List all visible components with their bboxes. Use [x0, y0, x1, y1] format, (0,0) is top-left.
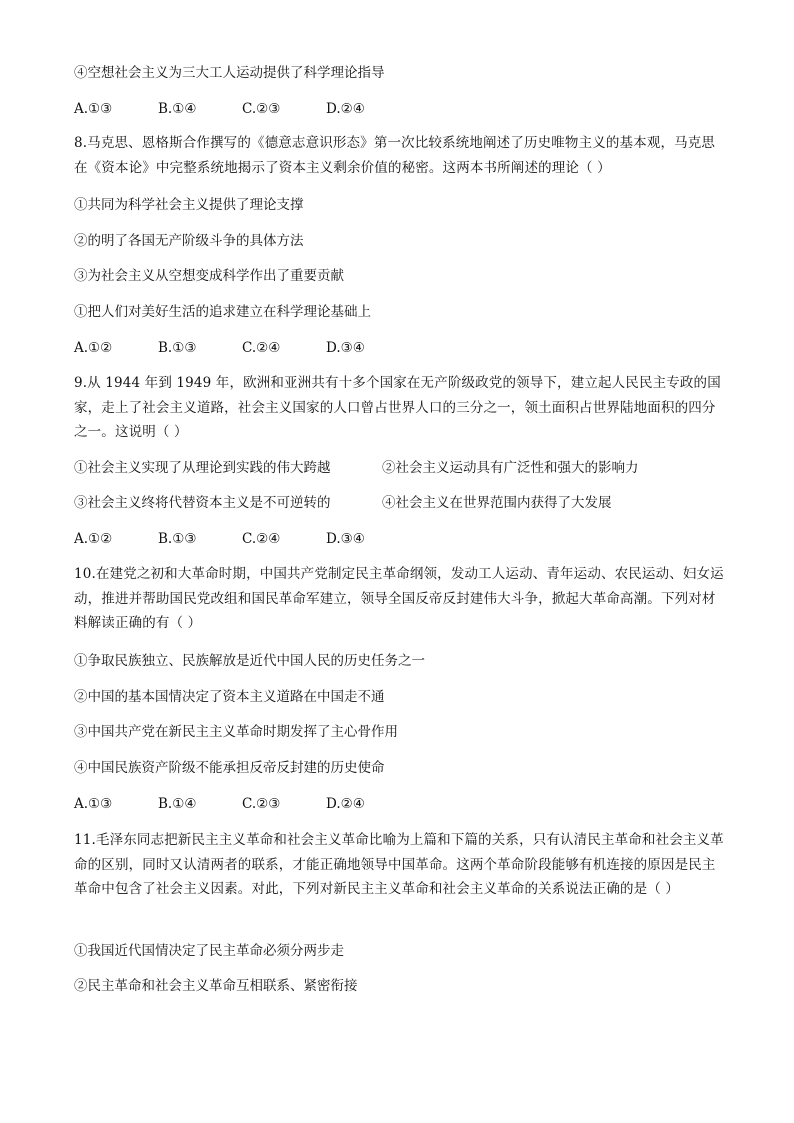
q10-stem: 10.在建党之初和大革命时期，中国共产党制定民主革命纲领，发动工人运动、青年运动、农民运动、妇女运动，推进并帮助国民党改组和国民革命军建立，领导全国反帝反封建伟大斗争，掀起大革命高潮。下列对材料解读正确的有（ ） — [74, 566, 724, 631]
q7-choice-b: B.①④ — [158, 101, 197, 117]
q8-item-1: ①共同为科学社会主义提供了理论支撑 — [74, 197, 304, 213]
q9-choices — [74, 530, 410, 548]
q8-choice-d: D.③④ — [326, 340, 365, 356]
q11-stem: 11.毛泽东同志把新民主主义革命和社会主义革命比喻为上篇和下篇的关系，只有认清民主革命和社会主义革命的区别，同时又认清两者的联系，才能正确地领导中国革命。这两个革命阶段能够有机连接的原因是民主革命中包含了社会主义因素。对此，下列对新民主主义革命和社会主义革命的关系说法正确的是（ ） — [74, 832, 724, 897]
q10-choice-b: B.①④ — [158, 796, 197, 812]
q10-item-4: ④中国民族资产阶级不能承担反帝反封建的历史使命 — [74, 760, 385, 776]
q9-choice-c: C.②④ — [242, 531, 281, 547]
q7-item-4: ④空想社会主义为三大工人运动提供了科学理论指导 — [74, 65, 385, 81]
q9-item-4: ④社会主义在世界范围内获得了大发展 — [382, 495, 612, 511]
q9-choice-a: A.①② — [74, 531, 113, 547]
q10-item-2: ②中国的基本国情决定了资本主义道路在中国走不通 — [74, 689, 385, 705]
q8-item-4: ①把人们对美好生活的追求建立在科学理论基础上 — [74, 304, 371, 320]
q10-choice-d: D.②④ — [326, 796, 365, 812]
q9-choice-d: D.③④ — [326, 531, 365, 547]
q8-stem: 8.马克思、恩格斯合作撰写的《德意志意识形态》第一次比较系统地阐述了历史唯物主义的基本观，马克思在《资本论》中完整系统地揭示了资本主义剩余价值的秘密。这两本书所阐述的理论（ ） — [74, 135, 716, 176]
q10-item-1: ①争取民族独立、民族解放是近代中国人民的历史任务之一 — [74, 653, 425, 669]
q9-item-3: ③社会主义终将代替资本主义是不可逆转的 — [74, 495, 331, 511]
q10-choice-c: C.②③ — [242, 796, 281, 812]
q8-item-3: ③为社会主义从空想变成科学作出了重要贡献 — [74, 268, 344, 284]
q8-choices — [74, 339, 410, 357]
q11-item-2: ②民主革命和社会主义革命互相联系、紧密衔接 — [74, 978, 358, 994]
q10-choice-a: A.①③ — [74, 796, 113, 812]
q7-choice-c: C.②③ — [242, 101, 281, 117]
q9-stem: 9.从 1944 年到 1949 年，欧洲和亚洲共有十多个国家在无产阶级政党的领导下，建立起人民民主专政的国家，走上了社会主义道路，社会主义国家的人口曾占世界人口的三分之一，领土面积占世界陆地面积的四分之一。这说明（ ） — [74, 375, 721, 440]
q9-choice-b: B.①③ — [158, 531, 197, 547]
q7-choice-d: D.②④ — [326, 101, 365, 117]
q9-item-1: ①社会主义实现了从理论到实践的伟大跨越 — [74, 460, 331, 476]
q8-choice-c: C.②④ — [242, 340, 281, 356]
q8-choice-a: A.①② — [74, 340, 113, 356]
q7-choices — [74, 100, 410, 118]
q11-item-1: ①我国近代国情决定了民主革命必须分两步走 — [74, 943, 344, 959]
q9-item-2: ②社会主义运动具有广泛性和强大的影响力 — [382, 460, 639, 476]
q7-choice-a: A.①③ — [74, 101, 113, 117]
q10-choices — [74, 795, 410, 813]
q8-item-2: ②的明了各国无产阶级斗争的具体方法 — [74, 233, 304, 249]
q10-item-3: ③中国共产党在新民主主义革命时期发挥了主心骨作用 — [74, 724, 398, 740]
q8-choice-b: B.①③ — [158, 340, 197, 356]
